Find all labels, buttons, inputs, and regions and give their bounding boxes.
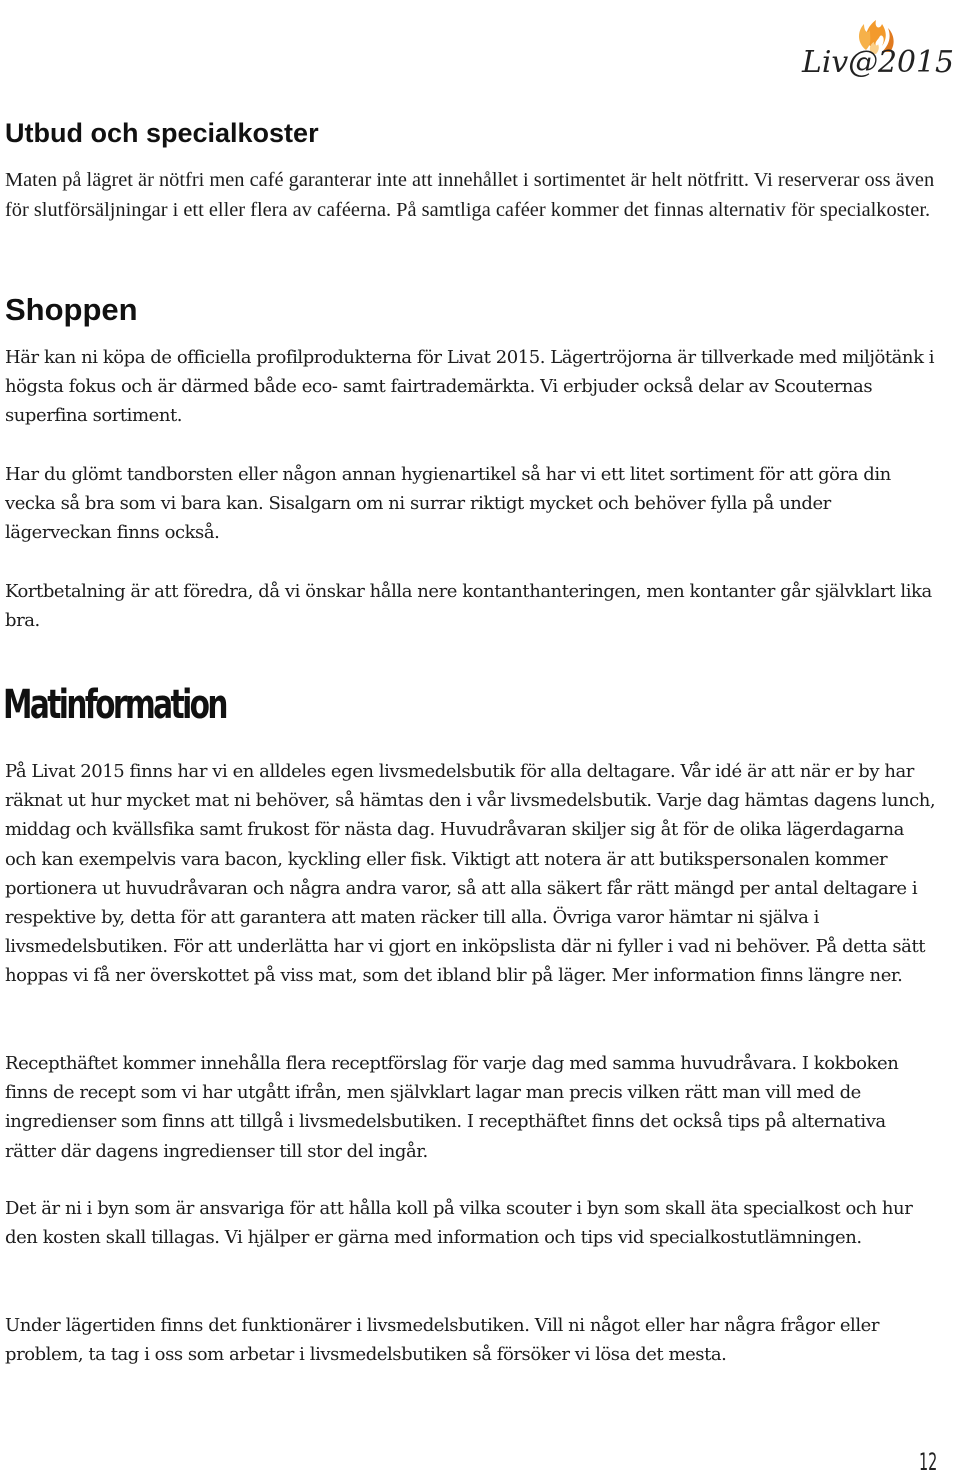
liv-2015-logo: [796, 2, 960, 86]
logo-text: Liv@2015: [801, 45, 954, 80]
paragraph-shoppen-2: Har du glömt tandborsten eller någon annan hygienartikel så har vi ett litet sortiment för att göra din vecka så bra som vi bara kan. Sisalgarn om ni surrar riktigt mycket och behöver fylla på under lägerveckan finns också.: [5, 464, 891, 544]
page-number: 12: [919, 1448, 938, 1476]
paragraph-utbud: Maten på lägret är nötfri men café garanterar inte att innehållet i sortimentet är helt nötfritt. Vi reserverar oss även för slutförsäljningar i ett eller flera av caféerna. På samtliga caféer kommer det finnas alternativ för specialkoster.: [5, 169, 935, 221]
paragraph-shoppen-3: Kortbetalning är att föredra, då vi önskar hålla nere kontanthanteringen, men kontanter går självklart lika bra.: [5, 581, 932, 632]
flame-icon: [796, 2, 960, 86]
paragraph-mat-4: Under lägertiden finns det funktionärer i livsmedelsbutiken. Vill ni något eller har några frågor eller problem, ta tag i oss som arbetar i livsmedelsbutiken så försöker vi lösa det mesta.: [5, 1315, 880, 1366]
paragraph-shoppen-1: Här kan ni köpa de officiella profilprodukterna för Livat 2015. Lägertröjorna är tillverkade med miljötänk i högsta fokus och är därmed både eco- samt fairtrademärkta. Vi erbjuder också delar av Scouternas superfina sortiment.: [5, 347, 935, 427]
paragraph-mat-2: Recepthäftet kommer innehålla flera receptförslag för varje dag med samma huvudråvara. I kokboken finns de recept som vi har utgått ifrån, men självklart lagar man precis vilken rätt man vill med de ingredienser som finns att tillgå i livsmedelsbutiken. I recepthäftet finns det också tips på alternativa rätter där dagens ingredienser till stor del ingår.: [5, 1053, 899, 1162]
section-heading-matinformation: Matinformation: [3, 682, 226, 728]
section-heading-utbud: Utbud och specialkoster: [5, 118, 319, 148]
paragraph-mat-1: På Livat 2015 finns har vi en alldeles egen livsmedelsbutik för alla deltagare. Vår idé är att när er by har räknat ut hur mycket mat ni behöver, så hämtas den i vår livsmedelsbutik. Varje dag hämtas dagens lunch, middag och kvällsfika samt frukost för nästa dag. Huvudråvaran skiljer sig åt för de olika lägerdagarna och kan exempelvis vara bacon, kyckling eller fisk. Viktigt att notera är att butikspersonalen kommer portionera ut huvudråvaran och några andra varor, så att alla säkert får rätt mängd per antal deltagare i respektive by, detta för att garantera att maten räcker till alla. Övriga varor hämtar ni själva i livsmedelsbutiken. För att underlätta har vi gjort en inköpslista där ni fyller i vad ni behöver. På detta sätt hoppas vi få ner överskottet på viss mat, som det ibland blir på läger. Mer information finns längre ner.: [5, 761, 936, 987]
paragraph-mat-3: Det är ni i byn som är ansvariga för att hålla koll på vilka scouter i byn som skall äta specialkost och hur den kosten skall tillagas. Vi hjälper er gärna med information och tips vid specialkostutlämningen.: [5, 1198, 913, 1249]
section-heading-shoppen: Shoppen: [5, 292, 138, 327]
